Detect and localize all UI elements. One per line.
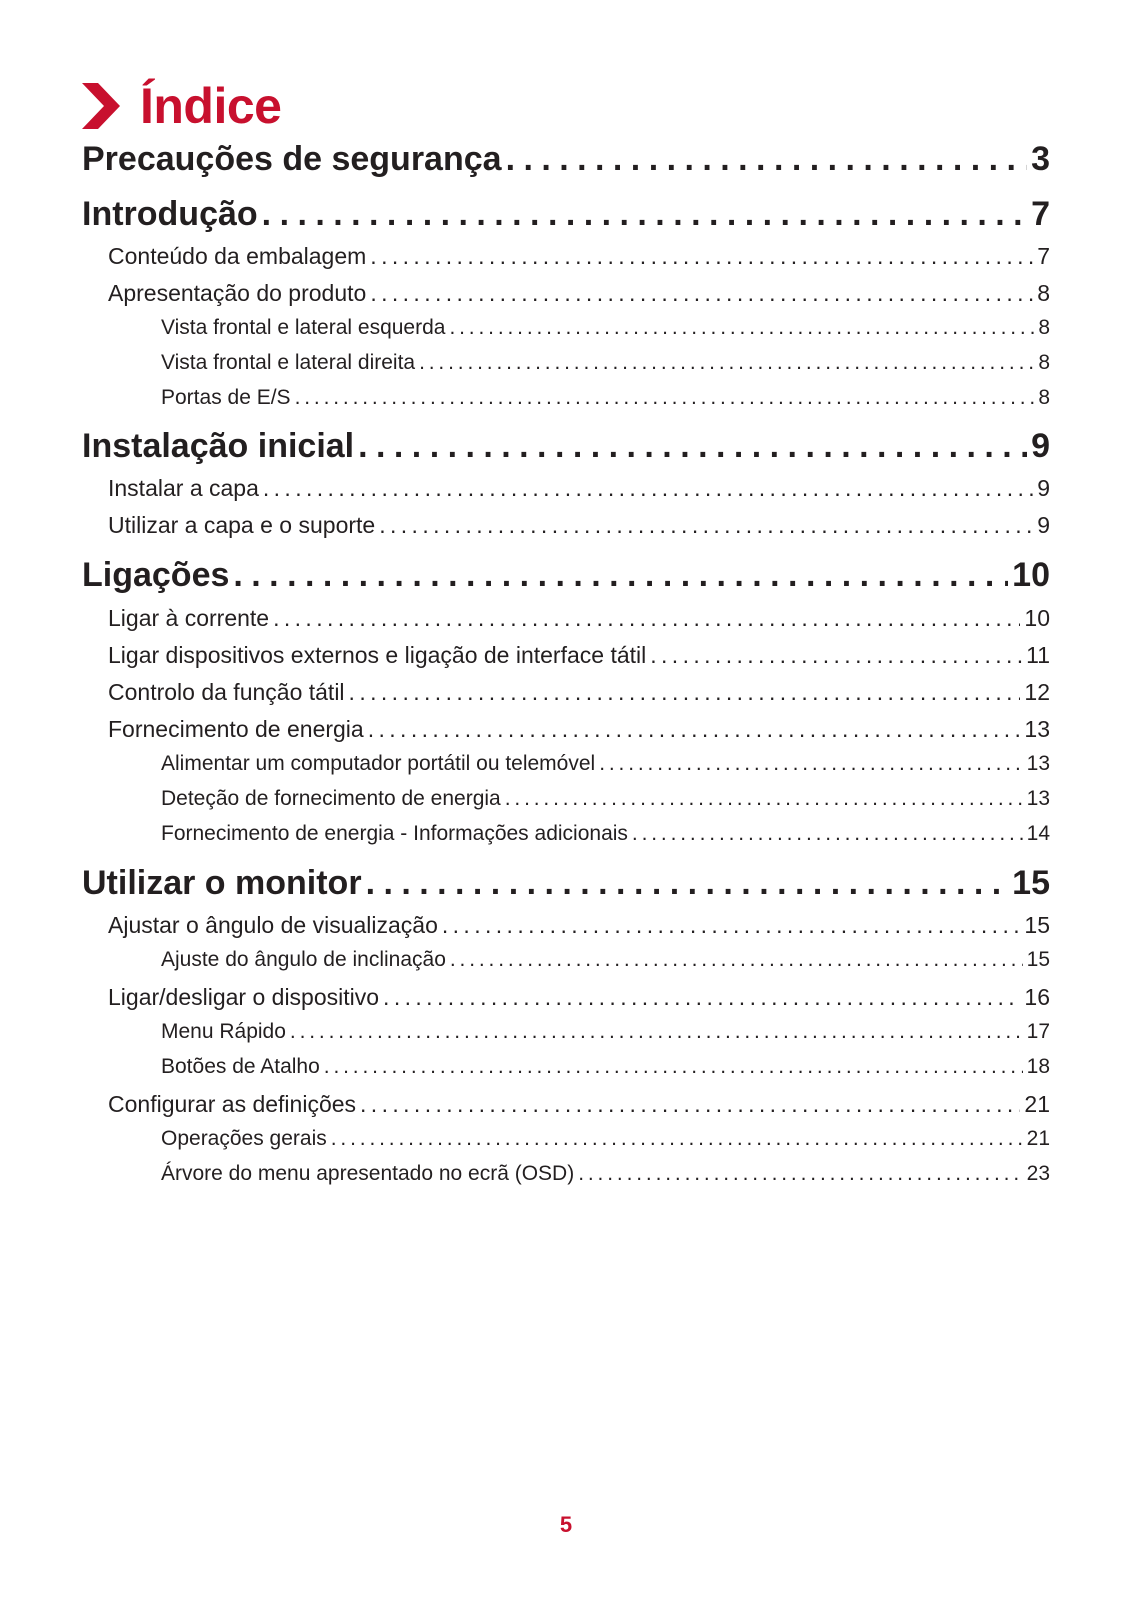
toc-entry-label: Configurar as definições bbox=[108, 1091, 357, 1117]
toc-entry-page: 8 bbox=[1038, 386, 1050, 409]
toc-entry-page: 12 bbox=[1024, 679, 1050, 705]
toc-entry[interactable] bbox=[161, 787, 1050, 817]
toc-entry[interactable] bbox=[161, 1162, 1050, 1192]
dot-leader bbox=[262, 195, 1027, 234]
toc-entry-page: 16 bbox=[1024, 984, 1050, 1010]
dot-leader bbox=[632, 822, 1023, 846]
dot-leader bbox=[450, 948, 1023, 972]
dot-leader bbox=[324, 1055, 1023, 1079]
toc-entry[interactable] bbox=[161, 822, 1050, 852]
toc-entry[interactable] bbox=[161, 752, 1050, 782]
dot-leader bbox=[360, 1091, 1020, 1118]
dot-leader bbox=[331, 1127, 1023, 1151]
toc-entry-page: 8 bbox=[1038, 351, 1050, 374]
toc-entry-page: 15 bbox=[1024, 912, 1050, 938]
toc-entry-page: 10 bbox=[1012, 556, 1050, 594]
toc-entry-label: Deteção de fornecimento de energia bbox=[161, 787, 501, 810]
toc-entry-page: 8 bbox=[1038, 316, 1050, 339]
toc-entry-page: 9 bbox=[1037, 512, 1050, 538]
chevron-right-icon bbox=[82, 83, 120, 129]
dot-leader bbox=[379, 512, 1033, 539]
dot-leader bbox=[370, 243, 1033, 270]
page-header bbox=[82, 74, 281, 138]
toc-entry-page: 17 bbox=[1026, 1020, 1050, 1043]
toc-entry[interactable] bbox=[108, 912, 1050, 944]
toc-entry-label: Botões de Atalho bbox=[161, 1055, 320, 1078]
toc-entry-label: Controlo da função tátil bbox=[108, 679, 345, 705]
toc-entry[interactable] bbox=[161, 351, 1050, 381]
toc-entry[interactable] bbox=[161, 1055, 1050, 1085]
toc-entry-label: Fornecimento de energia bbox=[108, 716, 364, 742]
toc-entry-label: Ligações bbox=[82, 556, 230, 594]
toc-entry[interactable] bbox=[108, 679, 1050, 711]
toc-entry-page: 11 bbox=[1026, 642, 1050, 668]
dot-leader bbox=[295, 386, 1035, 410]
toc-entry[interactable] bbox=[108, 512, 1050, 544]
dot-leader bbox=[358, 427, 1027, 466]
dot-leader bbox=[263, 475, 1033, 502]
toc-entry[interactable] bbox=[161, 386, 1050, 416]
toc-entry-label: Ajuste do ângulo de inclinação bbox=[161, 948, 446, 971]
toc-entry[interactable] bbox=[108, 475, 1050, 507]
toc-entry-label: Ligar dispositivos externos e ligação de interface tátil bbox=[108, 642, 647, 668]
toc-entry-label: Menu Rápido bbox=[161, 1020, 286, 1043]
toc-entry[interactable] bbox=[161, 316, 1050, 346]
dot-leader bbox=[370, 280, 1033, 307]
toc-entry-label: Instalação inicial bbox=[82, 427, 355, 465]
toc-entry[interactable] bbox=[161, 1020, 1050, 1050]
toc-entry-label: Apresentação do produto bbox=[108, 280, 367, 306]
toc-entry-label: Portas de E/S bbox=[161, 386, 291, 409]
dot-leader bbox=[650, 642, 1022, 669]
toc-entry[interactable] bbox=[82, 864, 1050, 910]
dot-leader bbox=[599, 752, 1022, 776]
toc-entry-label: Utilizar a capa e o suporte bbox=[108, 512, 376, 538]
toc-entry-label: Ligar/desligar o dispositivo bbox=[108, 984, 380, 1010]
toc-entry-page: 14 bbox=[1026, 822, 1050, 845]
toc-entry-label: Utilizar o monitor bbox=[82, 864, 362, 902]
toc-entry-page: 10 bbox=[1024, 605, 1050, 631]
toc-entry-label: Vista frontal e lateral direita bbox=[161, 351, 416, 374]
toc-entry-label: Instalar a capa bbox=[108, 475, 259, 501]
dot-leader bbox=[233, 556, 1008, 595]
toc-entry-label: Fornecimento de energia - Informações adicionais bbox=[161, 822, 628, 845]
dot-leader bbox=[506, 140, 1028, 179]
toc-entry[interactable] bbox=[82, 556, 1050, 602]
toc-entry-page: 15 bbox=[1026, 948, 1050, 971]
toc-entry-label: Precauções de segurança bbox=[82, 140, 502, 178]
toc-entry[interactable] bbox=[108, 642, 1050, 674]
page-number: 5 bbox=[559, 1512, 573, 1537]
dot-leader bbox=[366, 864, 1009, 903]
toc-entry-label: Introdução bbox=[82, 195, 258, 233]
toc-entry[interactable] bbox=[108, 984, 1050, 1016]
toc-entry-page: 13 bbox=[1024, 716, 1050, 742]
toc-entry[interactable] bbox=[82, 195, 1050, 241]
toc-entry-page: 13 bbox=[1026, 752, 1050, 775]
toc-entry[interactable] bbox=[108, 1091, 1050, 1123]
toc-entry-label: Ajustar o ângulo de visualização bbox=[108, 912, 438, 938]
toc-entry-label: Conteúdo da embalagem bbox=[108, 243, 367, 269]
toc-entry-page: 9 bbox=[1031, 427, 1050, 465]
toc-entry[interactable] bbox=[108, 716, 1050, 748]
dot-leader bbox=[449, 316, 1034, 340]
toc-entry-page: 7 bbox=[1037, 243, 1050, 269]
dot-leader bbox=[383, 984, 1020, 1011]
toc-entry-label: Vista frontal e lateral esquerda bbox=[161, 316, 446, 339]
toc-entry-page: 21 bbox=[1024, 1091, 1050, 1117]
toc-entry-page: 18 bbox=[1026, 1055, 1050, 1078]
toc-entry[interactable] bbox=[108, 243, 1050, 275]
dot-leader bbox=[505, 787, 1023, 811]
page-title: Índice bbox=[140, 78, 282, 134]
toc-entry-page: 13 bbox=[1026, 787, 1050, 810]
toc-entry[interactable] bbox=[108, 605, 1050, 637]
toc-entry[interactable] bbox=[108, 280, 1050, 312]
toc-entry-page: 21 bbox=[1026, 1127, 1050, 1150]
toc-entry-page: 8 bbox=[1037, 280, 1050, 306]
toc-entry-label: Operações gerais bbox=[161, 1127, 327, 1150]
toc-entry-label: Alimentar um computador portátil ou telemóvel bbox=[161, 752, 596, 775]
toc-entry-label: Árvore do menu apresentado no ecrã (OSD) bbox=[161, 1162, 575, 1185]
toc-entry-label: Ligar à corrente bbox=[108, 605, 270, 631]
dot-leader bbox=[273, 605, 1020, 632]
dot-leader bbox=[578, 1162, 1022, 1186]
dot-leader bbox=[368, 716, 1021, 743]
toc-entry-page: 3 bbox=[1031, 140, 1050, 178]
toc-entry-page: 23 bbox=[1026, 1162, 1050, 1185]
toc-entry-page: 9 bbox=[1037, 475, 1050, 501]
toc-entry[interactable] bbox=[82, 427, 1050, 473]
toc-entry[interactable] bbox=[161, 948, 1050, 978]
toc-entry[interactable] bbox=[82, 140, 1050, 186]
toc-entry-page: 7 bbox=[1031, 195, 1050, 233]
dot-leader bbox=[442, 912, 1021, 939]
dot-leader bbox=[419, 351, 1034, 375]
dot-leader bbox=[290, 1020, 1023, 1044]
toc-entry[interactable] bbox=[161, 1127, 1050, 1157]
dot-leader bbox=[349, 679, 1021, 706]
toc-entry-page: 15 bbox=[1012, 864, 1050, 902]
